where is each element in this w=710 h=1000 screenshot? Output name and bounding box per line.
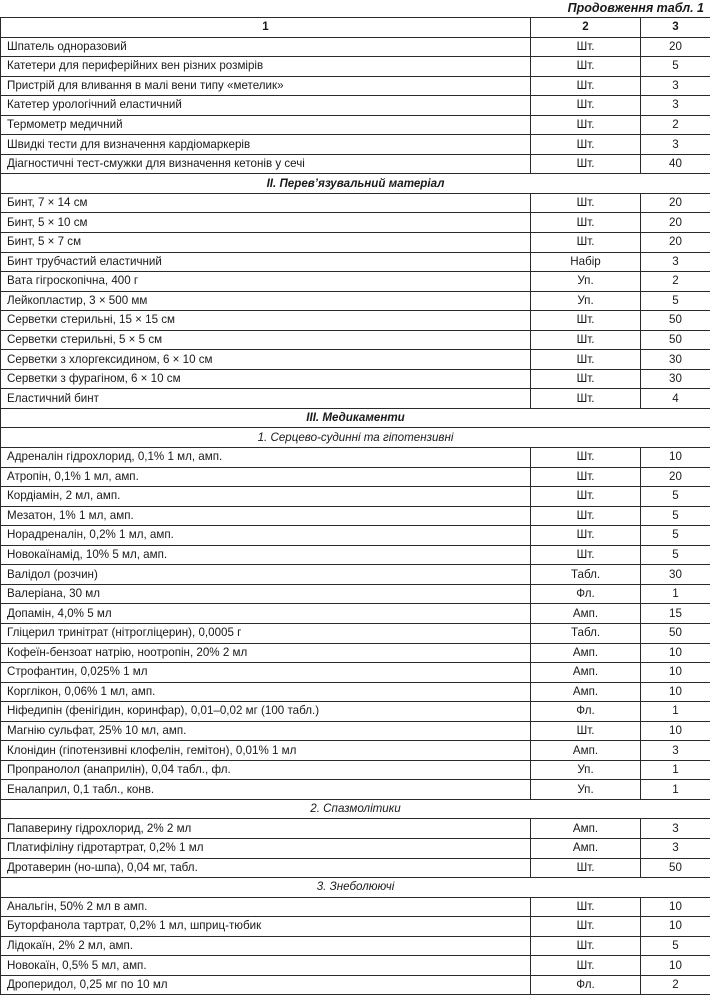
table-row	[1, 917, 710, 937]
item-quantity: 2	[641, 115, 710, 135]
item-quantity: 3	[641, 135, 710, 155]
item-unit: Фл.	[531, 702, 641, 722]
item-name: Серветки з хлоргексидином, 6 × 10 см	[1, 350, 531, 370]
table-row	[1, 858, 710, 878]
section-heading-row	[1, 408, 710, 428]
item-unit: Шт.	[531, 956, 641, 976]
table-row	[1, 291, 710, 311]
item-unit: Шт.	[531, 917, 641, 937]
item-name: Дротаверин (но-шпа), 0,04 мг, табл.	[1, 858, 531, 878]
table-row	[1, 956, 710, 976]
table-row	[1, 506, 710, 526]
item-name: Новокаїн, 0,5% 5 мл, амп.	[1, 956, 531, 976]
item-quantity: 30	[641, 350, 710, 370]
item-unit: Уп.	[531, 291, 641, 311]
table-row	[1, 623, 710, 643]
table-row	[1, 96, 710, 116]
item-name: Норадреналін, 0,2% 1 мл, амп.	[1, 526, 531, 546]
item-name: Новокаїнамід, 10% 5 мл, амп.	[1, 545, 531, 565]
item-name: Пропранолол (анаприлін), 0,04 табл., фл.	[1, 760, 531, 780]
item-quantity: 3	[641, 838, 710, 858]
table-row	[1, 584, 710, 604]
section-heading-row	[1, 174, 710, 194]
subsection-heading-row	[1, 428, 710, 448]
table-row	[1, 526, 710, 546]
item-quantity: 4	[641, 389, 710, 409]
item-quantity: 10	[641, 917, 710, 937]
item-unit: Шт.	[531, 389, 641, 409]
item-quantity: 10	[641, 721, 710, 741]
item-quantity: 50	[641, 858, 710, 878]
item-name: Бинт, 5 × 10 см	[1, 213, 531, 233]
item-name: Валеріана, 30 мл	[1, 584, 531, 604]
item-unit: Шт.	[531, 154, 641, 174]
item-quantity: 1	[641, 760, 710, 780]
item-unit: Фл.	[531, 975, 641, 995]
item-quantity: 10	[641, 448, 710, 468]
section-heading: ІІ. Перев’язувальний матеріал	[1, 174, 710, 194]
supplies-table	[0, 17, 710, 995]
table-row	[1, 819, 710, 839]
item-unit: Шт.	[531, 369, 641, 389]
table-row	[1, 663, 710, 683]
item-quantity: 50	[641, 623, 710, 643]
item-name: Гліцерил тринітрат (нітрогліцерин), 0,0005 г	[1, 623, 531, 643]
item-name: Ніфедипін (фенігідин, коринфар), 0,01–0,02 мг (100 табл.)	[1, 702, 531, 722]
item-name: Буторфанола тартрат, 0,2% 1 мл, шприц-тюбик	[1, 917, 531, 937]
item-unit: Шт.	[531, 506, 641, 526]
item-unit: Амп.	[531, 819, 641, 839]
item-unit: Шт.	[531, 545, 641, 565]
item-name: Термометр медичний	[1, 115, 531, 135]
item-unit: Уп.	[531, 272, 641, 292]
item-quantity: 5	[641, 545, 710, 565]
item-name: Лідокаїн, 2% 2 мл, амп.	[1, 936, 531, 956]
item-quantity: 50	[641, 311, 710, 331]
item-name: Кордіамін, 2 мл, амп.	[1, 487, 531, 507]
table-row	[1, 838, 710, 858]
item-name: Папаверину гідрохлорид, 2% 2 мл	[1, 819, 531, 839]
table-row	[1, 330, 710, 350]
item-unit: Шт.	[531, 96, 641, 116]
item-name: Швидкі тести для визначення кардіомаркерів	[1, 135, 531, 155]
item-name: Серветки з фурагіном, 6 × 10 см	[1, 369, 531, 389]
item-quantity: 3	[641, 96, 710, 116]
item-quantity: 15	[641, 604, 710, 624]
subsection-heading: 3. Знеболюючі	[1, 878, 710, 898]
table-row	[1, 565, 710, 585]
item-quantity: 3	[641, 741, 710, 761]
item-unit: Амп.	[531, 741, 641, 761]
item-unit: Амп.	[531, 643, 641, 663]
item-quantity: 20	[641, 467, 710, 487]
table-row	[1, 975, 710, 995]
table-row	[1, 780, 710, 800]
table-row	[1, 604, 710, 624]
table-row	[1, 369, 710, 389]
item-unit: Табл.	[531, 623, 641, 643]
table-row	[1, 57, 710, 77]
item-name: Вата гігроскопічна, 400 г	[1, 272, 531, 292]
item-unit: Шт.	[531, 936, 641, 956]
item-quantity: 3	[641, 252, 710, 272]
table-row	[1, 76, 710, 96]
table-header-row	[1, 18, 710, 38]
item-quantity: 2	[641, 975, 710, 995]
header-col-3: 3	[641, 18, 710, 38]
header-col-2: 2	[531, 18, 641, 38]
item-unit: Шт.	[531, 721, 641, 741]
table-row	[1, 252, 710, 272]
item-name: Допамін, 4,0% 5 мл	[1, 604, 531, 624]
item-name: Мезатон, 1% 1 мл, амп.	[1, 506, 531, 526]
item-name: Діагностичні тест-смужки для визначення кетонів у сечі	[1, 154, 531, 174]
item-quantity: 30	[641, 565, 710, 585]
item-quantity: 10	[641, 663, 710, 683]
table-row	[1, 115, 710, 135]
item-unit: Фл.	[531, 584, 641, 604]
table-row	[1, 936, 710, 956]
item-quantity: 20	[641, 37, 710, 57]
item-name: Клонідин (гіпотензивні клофелін, гемітон), 0,01% 1 мл	[1, 741, 531, 761]
item-unit: Шт.	[531, 37, 641, 57]
item-name: Дроперидол, 0,25 мг по 10 мл	[1, 975, 531, 995]
item-name: Еналаприл, 0,1 табл., конв.	[1, 780, 531, 800]
subsection-heading: 1. Серцево-судинні та гіпотензивні	[1, 428, 710, 448]
item-unit: Шт.	[531, 526, 641, 546]
item-name: Лейкопластир, 3 × 500 мм	[1, 291, 531, 311]
table-row	[1, 897, 710, 917]
item-name: Магнію сульфат, 25% 10 мл, амп.	[1, 721, 531, 741]
item-name: Валідол (розчин)	[1, 565, 531, 585]
item-name: Серветки стерильні, 15 × 15 см	[1, 311, 531, 331]
item-quantity: 10	[641, 956, 710, 976]
table-row	[1, 682, 710, 702]
section-heading: ІІІ. Медикаменти	[1, 408, 710, 428]
item-quantity: 5	[641, 506, 710, 526]
item-unit: Шт.	[531, 350, 641, 370]
item-name: Бинт, 7 × 14 см	[1, 193, 531, 213]
table-row	[1, 741, 710, 761]
item-unit: Уп.	[531, 780, 641, 800]
item-unit: Шт.	[531, 448, 641, 468]
table-row	[1, 545, 710, 565]
subsection-heading-row	[1, 878, 710, 898]
table-row	[1, 233, 710, 253]
item-unit: Амп.	[531, 663, 641, 683]
subsection-heading: 2. Спазмолітики	[1, 799, 710, 819]
item-name: Кофеїн-бензоат натрію, ноотропін, 20% 2 мл	[1, 643, 531, 663]
table-row	[1, 154, 710, 174]
table-row	[1, 311, 710, 331]
item-unit: Амп.	[531, 838, 641, 858]
item-name: Адреналін гідрохлорид, 0,1% 1 мл, амп.	[1, 448, 531, 468]
item-quantity: 10	[641, 897, 710, 917]
item-quantity: 1	[641, 702, 710, 722]
item-name: Атропін, 0,1% 1 мл, амп.	[1, 467, 531, 487]
item-unit: Шт.	[531, 233, 641, 253]
item-quantity: 10	[641, 643, 710, 663]
table-row	[1, 467, 710, 487]
item-unit: Шт.	[531, 193, 641, 213]
item-name: Строфантин, 0,025% 1 мл	[1, 663, 531, 683]
item-unit: Шт.	[531, 135, 641, 155]
table-row	[1, 272, 710, 292]
table-row	[1, 350, 710, 370]
item-quantity: 10	[641, 682, 710, 702]
header-col-1: 1	[1, 18, 531, 38]
item-quantity: 5	[641, 526, 710, 546]
item-name: Еластичний бинт	[1, 389, 531, 409]
item-quantity: 5	[641, 936, 710, 956]
item-quantity: 20	[641, 213, 710, 233]
item-name: Платифіліну гідротартрат, 0,2% 1 мл	[1, 838, 531, 858]
table-body	[1, 18, 710, 995]
item-unit: Уп.	[531, 760, 641, 780]
item-unit: Табл.	[531, 565, 641, 585]
item-unit: Набір	[531, 252, 641, 272]
table-row	[1, 760, 710, 780]
item-name: Шпатель одноразовий	[1, 37, 531, 57]
table-row	[1, 193, 710, 213]
item-unit: Амп.	[531, 604, 641, 624]
item-quantity: 5	[641, 291, 710, 311]
item-quantity: 1	[641, 584, 710, 604]
item-quantity: 40	[641, 154, 710, 174]
item-name: Серветки стерильні, 5 × 5 см	[1, 330, 531, 350]
table-row	[1, 213, 710, 233]
table-row	[1, 643, 710, 663]
item-unit: Шт.	[531, 311, 641, 331]
item-quantity: 5	[641, 57, 710, 77]
table-row	[1, 389, 710, 409]
item-quantity: 20	[641, 193, 710, 213]
item-unit: Амп.	[531, 682, 641, 702]
table-row	[1, 37, 710, 57]
item-unit: Шт.	[531, 330, 641, 350]
item-name: Катетери для периферійних вен різних розмірів	[1, 57, 531, 77]
table-row	[1, 721, 710, 741]
item-unit: Шт.	[531, 213, 641, 233]
item-name: Бинт, 5 × 7 см	[1, 233, 531, 253]
item-quantity: 30	[641, 369, 710, 389]
item-quantity: 5	[641, 487, 710, 507]
item-quantity: 3	[641, 819, 710, 839]
item-unit: Шт.	[531, 858, 641, 878]
item-name: Катетер урологічний еластичний	[1, 96, 531, 116]
item-name: Пристрій для вливання в малі вени типу «метелик»	[1, 76, 531, 96]
table-continuation-caption: Продовження табл. 1	[567, 1, 704, 15]
item-quantity: 20	[641, 233, 710, 253]
subsection-heading-row	[1, 799, 710, 819]
item-quantity: 2	[641, 272, 710, 292]
item-name: Анальгін, 50% 2 мл в амп.	[1, 897, 531, 917]
item-unit: Шт.	[531, 76, 641, 96]
item-unit: Шт.	[531, 467, 641, 487]
table-row	[1, 135, 710, 155]
item-unit: Шт.	[531, 897, 641, 917]
item-name: Бинт трубчастий еластичний	[1, 252, 531, 272]
item-quantity: 3	[641, 76, 710, 96]
table-row	[1, 702, 710, 722]
item-name: Корглікон, 0,06% 1 мл, амп.	[1, 682, 531, 702]
item-unit: Шт.	[531, 487, 641, 507]
item-unit: Шт.	[531, 57, 641, 77]
item-quantity: 50	[641, 330, 710, 350]
table-row	[1, 448, 710, 468]
table-row	[1, 487, 710, 507]
item-quantity: 1	[641, 780, 710, 800]
item-unit: Шт.	[531, 115, 641, 135]
